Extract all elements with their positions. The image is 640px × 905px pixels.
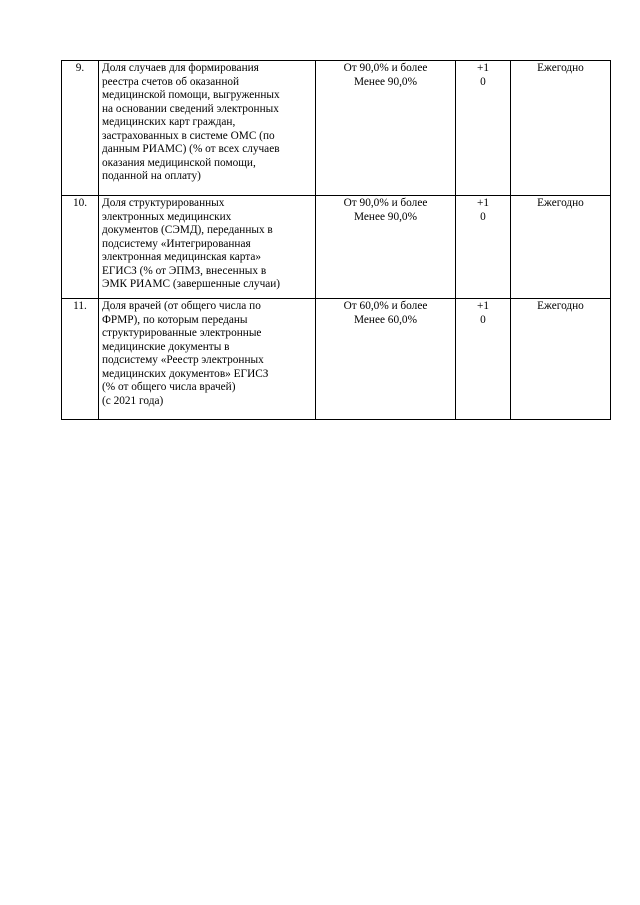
criteria-low: Менее 90,0% xyxy=(354,75,417,88)
score-cell xyxy=(456,299,511,420)
criteria-high: От 60,0% и более xyxy=(343,300,428,312)
criteria-low: Менее 90,0% xyxy=(354,210,417,223)
score-cell xyxy=(456,61,511,196)
criteria-cell xyxy=(316,61,456,196)
table-row xyxy=(62,61,611,196)
frequency-cell: Ежегодно xyxy=(511,196,611,299)
score-cell xyxy=(456,196,511,299)
row-number: 11. xyxy=(62,299,99,420)
score-high: +1 xyxy=(476,197,490,209)
score-high: +1 xyxy=(476,62,490,74)
indicators-table xyxy=(61,60,611,420)
frequency-cell: Ежегодно xyxy=(511,299,611,420)
criteria-high: От 90,0% и более xyxy=(343,197,428,209)
row-number: 9. xyxy=(62,61,99,196)
criteria-cell xyxy=(316,299,456,420)
row-number: 10. xyxy=(62,196,99,299)
score-low: 0 xyxy=(480,210,486,223)
indicator-name: Доля структурированных электронных медицинских документов (СЭМД), переданных в подсистему «Интегрированная электронная медицинская карта» ЕГИСЗ (% от ЭПМЗ, внесенных в ЭМК РИАМС (завершенные случаи) xyxy=(99,196,316,299)
score-low: 0 xyxy=(480,313,486,326)
criteria-low: Менее 60,0% xyxy=(354,313,417,326)
criteria-cell xyxy=(316,196,456,299)
score-low: 0 xyxy=(480,75,486,88)
indicator-name: Доля врачей (от общего числа по ФРМР), по которым переданы структурированные электронные медицинские документы в подсистему «Реестр электронных медицинских документов» ЕГИСЗ (% от общего числа врачей) (с 2021 года) xyxy=(99,299,316,420)
table-row xyxy=(62,299,611,420)
frequency-cell: Ежегодно xyxy=(511,61,611,196)
indicator-name: Доля случаев для формирования реестра счетов об оказанной медицинской помощи, выгруженных на основании сведений электронных медицинских карт граждан, застрахованных в системе ОМС (по данным РИАМС) (% от всех случаев оказания медицинской помощи, поданной на оплату) xyxy=(99,61,316,196)
table-row xyxy=(62,196,611,299)
score-high: +1 xyxy=(476,300,490,312)
criteria-high: От 90,0% и более xyxy=(343,62,428,74)
